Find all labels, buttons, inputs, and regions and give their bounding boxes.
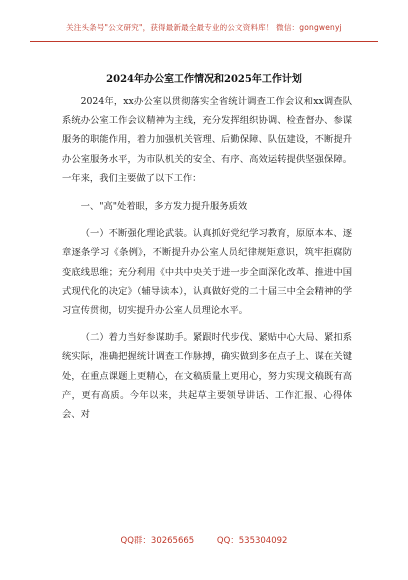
header-banner: 关注头条号"公文研究"，获得最新最全最专业的公文资料库！ 微信：gongwenyj: [66, 23, 342, 32]
section-heading-1: 一、"高"处着眼，多方发力提升服务质效: [80, 201, 248, 213]
header-divider: [30, 41, 378, 42]
intro-paragraph: 2024年，xx办公室以贯彻落实全省统计调查工作会议和xx调查队系统办公室工作会议精神为主线，充分发挥组织协调、检查督办、参谋服务的职能作用，着力加强机关管理、后勤保障、队伍建设，不断提升办公室服务水平，为市队机关的安全、有序、高效运转提供坚强保障。一年来，我们主要做了以下工作：: [62, 96, 352, 184]
document-title: 2024年办公室工作情况和2025年工作计划: [106, 74, 302, 85]
document-body: [62, 92, 352, 424]
footer-qq-group: QQ群：30265665: [120, 536, 195, 546]
footer-qq-number: QQ：535304092: [216, 536, 288, 546]
footer-contact: [0, 534, 408, 546]
subsection-paragraph-2: （二）着力当好参谋助手。紧跟时代步伐、紧贴中心大局、紧扣系统实际，准确把握统计调查工作脉搏，确实做到多在点子上、谋在关键处，在重点课题上更精心，在文稿质量上更用心，努力实现文稿既有高产，更有高质。今年以来，共起草主要领导讲话、工作汇报、心得体会、对: [62, 332, 352, 421]
subsection-paragraph-1: （一）不断强化理论武装。认真抓好党纪学习教育，原原本本、逐章逐条学习《条例》，不断提升办公室人员纪律规矩意识，筑牢拒腐防变底线思维；充分利用《中共中央关于进一步全面深化改革、推进中国式现代化的决定》（辅导读本），认真做好党的二十届三中全会精神的学习宣传贯彻，切实提升办公室人员理论水平。: [62, 228, 352, 317]
